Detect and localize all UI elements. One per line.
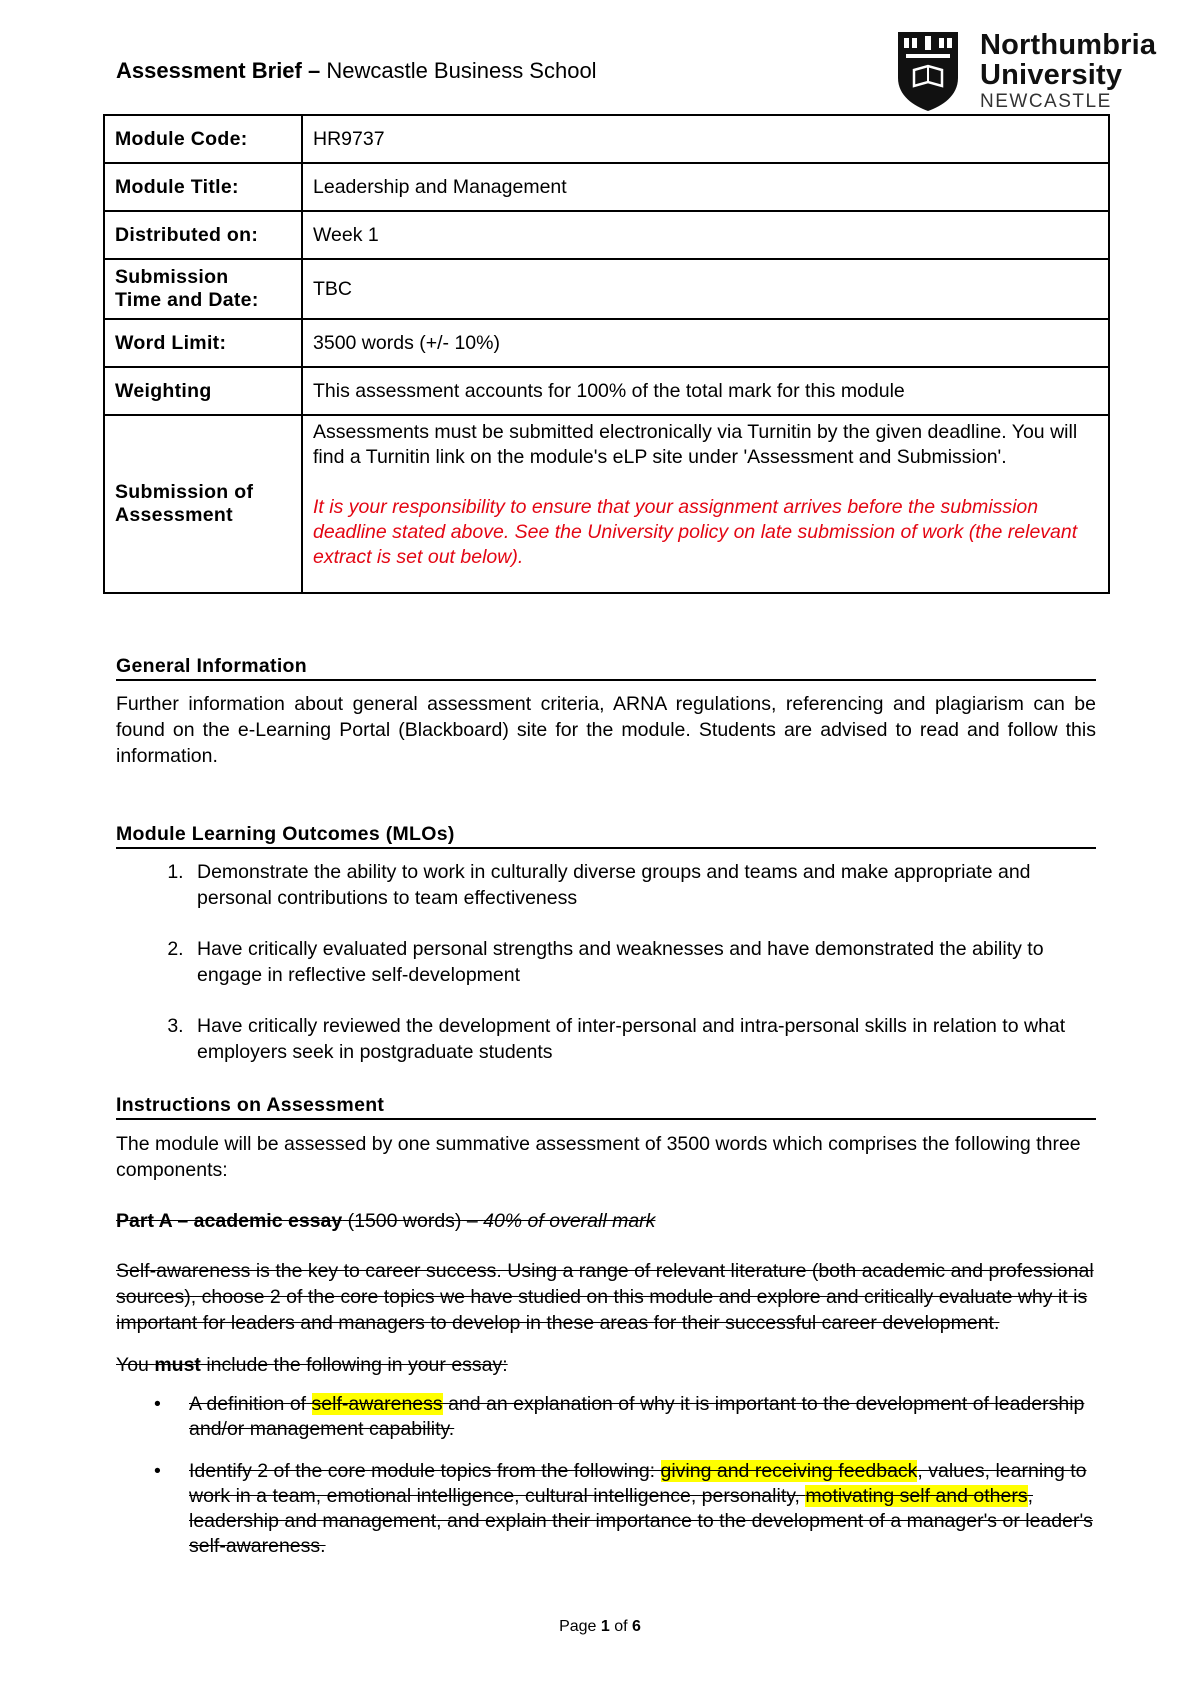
submission-of-label-line1: Submission of (115, 481, 254, 503)
bullet-icon: • (154, 1393, 161, 1415)
module-title-value: Leadership and Management (302, 163, 1109, 211)
table-row (104, 115, 1109, 163)
footer-page-word: Page (559, 1618, 601, 1635)
module-title-label: Module Title: (104, 163, 302, 211)
instructions-intro: The module will be assessed by one summative assessment of 3500 words which comprises the following three components: (116, 1133, 1081, 1181)
part-a-title: Part A – academic essay (116, 1210, 343, 1232)
part-a-separator: – (461, 1210, 484, 1232)
bullet2-pre: Identify 2 of the core module topics from the following: (189, 1460, 661, 1482)
table-row (104, 319, 1109, 367)
submission-instructions: Assessments must be submitted electronically via Turnitin by the given deadline. You will find a Turnitin link on the module's eLP site under 'Assessment and Submission'. (313, 421, 1078, 468)
header-title-rest: Newcastle Business School (320, 58, 597, 83)
bullet2-post: , leadership and management, and explain their importance to the development of a manager's or leader's self-awareness. (189, 1485, 1093, 1557)
module-code-label: Module Code: (104, 115, 302, 163)
bullet2-mid: , values, learning to work in a team, emotional intelligence, cultural intelligence, personality, (189, 1460, 1087, 1507)
instructions-heading: Instructions on Assessment (116, 1094, 1096, 1120)
mlo-list (116, 859, 1096, 1065)
submission-warning: It is your responsibility to ensure that your assignment arrives before the submission deadline stated above. See the University policy on late submission of work (the relevant extract is set out below). (313, 496, 1078, 568)
part-a-must (116, 1352, 1096, 1378)
module-code-value: HR9737 (302, 115, 1109, 163)
highlight-feedback: giving and receiving feedback (660, 1460, 918, 1482)
general-information-heading: General Information (116, 655, 1096, 681)
list-item (116, 1459, 1096, 1559)
part-a-body: Self-awareness is the key to career success. Using a range of relevant literature (both academic and professional sources), choose 2 of the core topics we have studied on this module and explore and critically evaluate why it is important for leaders and managers to develop in these areas for their successful career development. (116, 1260, 1094, 1334)
footer-page-total: 6 (632, 1618, 641, 1635)
table-row (104, 259, 1109, 319)
part-a-bullets (116, 1392, 1096, 1559)
submission-of-label-line2: Assessment (115, 504, 233, 526)
list-item: 1. Demonstrate the ability to work in culturally diverse groups and teams and make appropriate and personal contributions to team effectiveness (189, 859, 1096, 911)
document-header (116, 58, 597, 84)
list-item: 2. Have critically evaluated personal strengths and weaknesses and have demonstrated the ability to engage in reflective self-development (189, 936, 1096, 988)
submission-time-label-line2: Time and Date: (115, 289, 259, 311)
distributed-label: Distributed on: (104, 211, 302, 259)
table-row (104, 367, 1109, 415)
table-row (104, 163, 1109, 211)
crest-icon (896, 30, 960, 112)
table-row (104, 415, 1109, 593)
word-limit-value: 3500 words (+/- 10%) (302, 319, 1109, 367)
header-title-bold: Assessment Brief – (116, 58, 321, 83)
word-limit-label: Word Limit: (104, 319, 302, 367)
weighting-label: Weighting (104, 367, 302, 415)
submission-time-label-line1: Submission (115, 266, 229, 288)
must-pre: You (116, 1354, 155, 1376)
submission-of-assessment-value (302, 415, 1109, 593)
logo-line-3: NEWCASTLE (980, 91, 1112, 112)
submission-time-label (104, 259, 302, 319)
must-post: include the following in your essay: (200, 1354, 508, 1376)
general-information-text: Further information about general assessment criteria, ARNA regulations, referencing and plagiarism can be found on the e-Learning Portal (Blackboard) site for the module. Students are advised to read and follow this information. (116, 693, 1096, 767)
general-information-section (116, 655, 1096, 769)
distributed-value: Week 1 (302, 211, 1109, 259)
mlo-heading: Module Learning Outcomes (MLOs) (116, 823, 1096, 849)
mlo-section (116, 823, 1096, 1065)
submission-of-assessment-label (104, 415, 302, 593)
part-a-weight: 40% of overall mark (483, 1210, 656, 1232)
logo-wordmark (980, 30, 1156, 114)
highlight-motivating: motivating self and others (805, 1485, 1028, 1507)
part-a-words: (1500 words) (342, 1210, 462, 1232)
bullet1-post: and an explanation of why it is important to the development of leadership and/or management capability. (189, 1393, 1085, 1440)
list-item: 3. Have critically reviewed the development of inter-personal and intra-personal skills in relation to what employers seek in postgraduate students (189, 1013, 1096, 1065)
logo-line-1: Northumbria (980, 29, 1157, 61)
weighting-value: This assessment accounts for 100% of the total mark for this module (302, 367, 1109, 415)
bullet1-pre: A definition of (189, 1393, 312, 1415)
footer-of-word: of (609, 1618, 633, 1635)
part-a-heading (116, 1208, 1096, 1234)
bullet-icon: • (154, 1460, 161, 1482)
university-logo (896, 30, 1166, 112)
highlight-self-awareness: self-awareness (311, 1393, 443, 1415)
module-info-table (103, 114, 1110, 594)
must-bold: must (154, 1354, 201, 1376)
table-row (104, 211, 1109, 259)
page-footer (0, 1618, 1200, 1636)
submission-time-value: TBC (302, 259, 1109, 319)
list-item (116, 1392, 1096, 1442)
footer-page-number: 1 (600, 1618, 610, 1635)
instructions-section (116, 1094, 1096, 1576)
logo-line-2: University (980, 59, 1123, 91)
